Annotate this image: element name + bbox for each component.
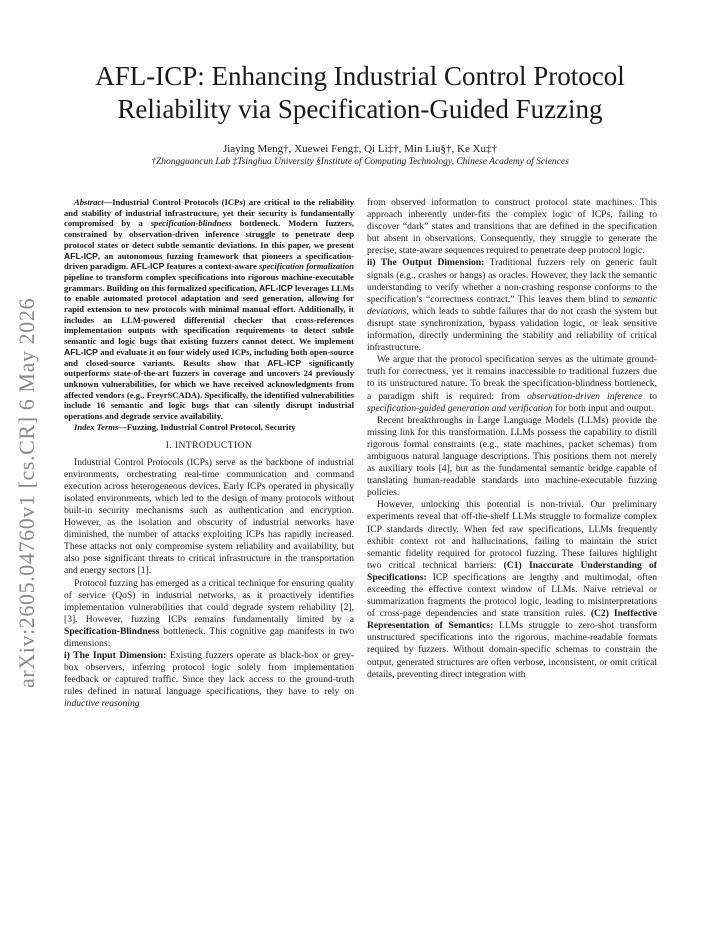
intro-paragraph — [367, 354, 657, 414]
paragraph-text: , which leads to subtle failures that do not crash the system but disrupt state synchronization, bypass validation logic, or leak sensitive information, directly undermining the stability and reliability of critical infrastructure. — [367, 305, 657, 354]
left-column — [64, 197, 354, 711]
system-name: AFL-ICP — [64, 250, 98, 261]
author-list: Jiaying Meng†, Xuewei Feng‡, Qi Li‡†, Min Liu§†, Ke Xu‡† — [222, 143, 498, 155]
intro-paragraph — [64, 578, 354, 651]
abstract-text: significantly outperforms state-of-the-art fuzzers in coverage and uncovers 24 previously unknown vulnerabilities, for which we have received acknowledgments from affected vendors (e.g., FreyrSCADA). Specifically, the identified vulnerabilities include 16 semantic and logic bugs that can silently disrupt industrial operations and degrade service availability. — [64, 357, 354, 422]
system-name: AFL-ICP — [64, 346, 98, 357]
paragraph-text: LLMs struggle to zero-shot transform unstructured specifications into the rigorous, machine-readable formats required by fuzzers. Without domain-specific schemas to constrain the output, generated structures are often verbose, inconsistent, or omit critical details, preventing direct integration with — [367, 620, 657, 680]
intro-paragraph — [367, 257, 657, 354]
paragraph-label: i) The Input Dimension: — [64, 650, 167, 662]
abstract-text: , an autonomous fuzzing framework that pioneers a specification-driven paradigm. — [64, 250, 354, 272]
abstract-text: —Industrial Control Protocols (ICPs) are critical to the reliability and stability of industrial infrastructure, yet their security is fundamentally compromised by a — [64, 197, 354, 229]
paragraph-text: We argue that the protocol specification serves as the ultimate ground-truth for correctness, yet it remains inaccessible to traditional fuzzers due to its unstructured nature. To break the specification-blindness bottleneck, a paradigm shift is required: from — [367, 354, 657, 402]
paragraph-text: for both input and output. — [552, 402, 654, 414]
intro-paragraph — [367, 499, 657, 680]
abstract-text: features a context-aware — [164, 261, 260, 272]
challenge-label: (C2) Ineffective Representation of Semantics: — [367, 608, 657, 632]
system-name: AFL-ICP — [130, 261, 165, 272]
paragraph-text: However, unlocking this potential is non-trivial. Our preliminary experiments reveal that off-the-shelf LLMs struggle to formalize complex ICP standards directly. When fed raw specifications, LLMs frequently exhibit context rot and hallucinations, failing to maintain the strict semantic fidelity required for protocol fuzzing. These failures highlight two critical technical barriers: — [367, 499, 657, 571]
index-terms-label: Index Terms — [74, 421, 119, 432]
paragraph-text: Existing fuzzers operate as black-box or grey-box observers, inferring protocol logic solely from implementation feedback or captured traffic. Since they lack access to the ground-truth rules defined in natural language specifications, they have to rely on — [64, 650, 355, 698]
paragraph-text: to — [642, 390, 657, 402]
right-column — [367, 197, 657, 681]
abstract-emphasis: specification formalization — [259, 261, 354, 272]
abstract-text: bottleneck. Modern fuzzers, constrained by observation-driven inference struggle to penetrate deep protocol states or detect subtle semantic deviations. In this paper, we present — [64, 218, 354, 250]
abstract-emphasis: specification-blindness — [150, 218, 232, 229]
emphasis-text: semantic deviations — [367, 293, 657, 317]
emphasis-text: specification-guided generation and verification — [367, 402, 553, 414]
system-name: AFL-ICP — [258, 282, 293, 293]
system-name: AFL-ICP — [267, 357, 302, 368]
index-terms-text: —Fuzzing, Industrial Control Protocol, Security — [118, 421, 296, 432]
intro-paragraph: Recent breakthroughs in Large Language Models (LLMs) provide the missing link for this transformation. LLMs possess the capability to distill rigorous formal constraints (e.g., state machines, packet schemas) from ambiguous natural language descriptions. This positions them not merely as auxiliary tools [4], but as the fundamental semantic bridge capable of translating human-readable standards into machine-executable fuzzing policies. — [367, 414, 657, 499]
abstract-label: Abstract — [74, 197, 104, 207]
emphasis-text: inductive reasoning — [64, 698, 140, 710]
intro-paragraph: from observed information to construct protocol state machines. This approach inherently under-fits the complex logic of ICPs, failing to discover “dark” states and transitions that are defined in the specification but absent in observations. Consequently, they struggle to generate the precise, state-aware sequences required to penetrate deep protocol logic. — [367, 197, 657, 257]
arxiv-identifier: arXiv:2605.04760v1 [cs.CR] 6 May 2026 — [14, 297, 39, 688]
abstract-text: and evaluate it on four widely used ICPs, including both open-source and closed-source variants. Results show that — [64, 346, 354, 368]
abstract-text: pipeline to transform complex specifications into rigorous machine-executable grammars. Building on this formalized specification, — [64, 271, 354, 293]
abstract — [64, 197, 354, 422]
section-heading-introduction: I. INTRODUCTION — [165, 440, 253, 452]
paragraph-label: ii) The Output Dimension: — [367, 257, 485, 269]
paragraph-text: bottleneck. This cognitive gap manifests in two dimensions: — [64, 625, 354, 649]
emphasis-text: observation-driven inference — [526, 390, 643, 402]
intro-paragraph — [64, 650, 354, 710]
challenge-label: (C1) Inaccurate Understanding of Specifications: — [367, 559, 657, 583]
intro-paragraph: Industrial Control Protocols (ICPs) serve as the backbone of industrial environments, orchestrating real-time communication and command execution across heterogeneous devices. Early ICPs operated in physically isolated environments, which led to the design of many protocols without built-in security mechanisms such as authentication and encryption. However, as the isolation and obscurity of industrial networks have diminished, the number of attacks exploiting ICPs has rapidly increased. These attacks not only compromise system reliability and availability, but also pose significant threats to critical infrastructure in the transportation and energy sectors [1]. — [64, 456, 354, 577]
abstract-text: leverages LLMs to enable automated protocol adaptation and seed generation, allowing for rapid extension to new protocols with minimal manual effort. Additionally, it includes an LLM-powered differential checker that cross-references implementation outputs with specification requirements to detect subtle semantic and logic bugs that existing fuzzers cannot detect. We implement — [64, 282, 354, 347]
index-terms — [64, 422, 354, 433]
bold-term: Specification-Blindness — [64, 625, 160, 637]
affiliation-list: †Zhongguancun Lab ‡Tsinghua University §Institute of Computing Technology, Chinese Academy of Sciences — [151, 157, 569, 167]
paragraph-text: Traditional fuzzers rely on generic fault signals (e.g., crashes or hangs) as oracles. However, they lack the semantic understanding to verify whether a non-crashing response conforms to the specification’s “correctness contract.” This leaves them blind to — [367, 257, 657, 305]
paragraph-text: ICP specifications are lengthy and multimodal, often exceeding the effective context window of LLMs. Naive retrieval or summarization fragments the protocol logic, leading to misinterpretations of cross-page dependencies and state transition rules. — [367, 571, 657, 620]
paper-title: AFL-ICP: Enhancing Industrial Control Protocol Reliability via Specification-Guided Fuzzing — [95, 61, 625, 124]
paragraph-text: Protocol fuzzing has emerged as a critical technique for ensuring quality of service (QoS) in industrial networks, as it proactively identifies implementation vulnerabilities that could degrade system reliability [2], [3]. However, fuzzing ICPs remains fundamentally limited by a — [64, 577, 354, 625]
